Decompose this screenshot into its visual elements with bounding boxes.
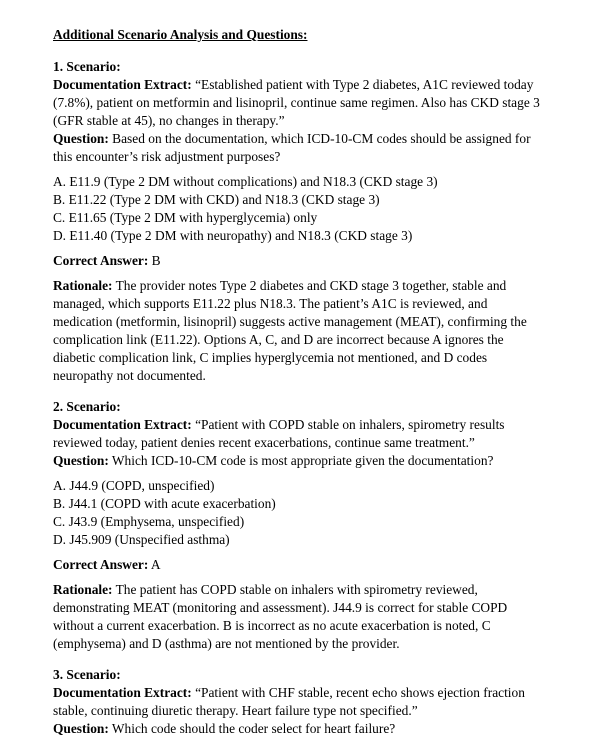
scenario-intro — [53, 398, 549, 470]
question-text: Based on the documentation, which ICD-10-CM codes should be assigned for this encounter’s risk adjustment purposes? — [53, 131, 531, 164]
documentation-extract-text: “Patient with COPD stable on inhalers, spirometry results reviewed today, patient denies recent exacerbations, continue same treatment.” — [53, 417, 505, 450]
rationale-text: The provider notes Type 2 diabetes and CKD stage 3 together, stable and managed, which supports E11.22 plus N18.3. The patient’s A1C is reviewed, and medication (metformin, lisinopril) suggests active management (MEAT), confirming the complication link (E11.22). Options A, C, and D are incorrect because A ignores the diabetic complication link, C implies hyperglycemia not mentioned, and D codes neuropathy not documented. — [53, 278, 527, 383]
documentation-extract-label: Documentation Extract: — [53, 417, 192, 432]
correct-answer-line — [53, 252, 549, 270]
scenario-intro — [53, 58, 549, 166]
options-list — [53, 173, 549, 245]
rationale-paragraph — [53, 277, 549, 385]
scenario-heading: 3. Scenario: — [53, 667, 121, 682]
rationale-label: Rationale: — [53, 278, 113, 293]
scenario-heading: 2. Scenario: — [53, 399, 121, 414]
documentation-extract-line — [53, 416, 549, 452]
option-line-d: D. J45.909 (Unspecified asthma) — [53, 532, 230, 547]
question-label: Question: — [53, 131, 109, 146]
question-text: Which code should the coder select for heart failure? — [111, 721, 396, 735]
documentation-extract-label: Documentation Extract: — [53, 685, 192, 700]
rationale-paragraph — [53, 581, 549, 653]
scenario-intro — [53, 666, 549, 735]
scenario-section-1 — [53, 58, 549, 385]
option-line-a: A. J44.9 (COPD, unspecified) — [53, 478, 215, 493]
correct-answer-label: Correct Answer: — [53, 557, 149, 572]
option-line-c: C. J43.9 (Emphysema, unspecified) — [53, 514, 245, 529]
documentation-extract-line — [53, 76, 549, 130]
documentation-extract-text: “Patient with CHF stable, recent echo shows ejection fraction stable, continuing diuretic therapy. Heart failure type not specified.” — [53, 685, 525, 718]
question-line — [53, 720, 549, 735]
option-line-b: B. E11.22 (Type 2 DM with CKD) and N18.3 (CKD stage 3) — [53, 192, 380, 207]
rationale-label: Rationale: — [53, 582, 113, 597]
documentation-extract-text: “Established patient with Type 2 diabetes, A1C reviewed today (7.8%), patient on metformin and lisinopril, continue same regimen. Also has CKD stage 3 (GFR stable at 45), no changes in therapy.” — [53, 77, 540, 128]
option-line-a: A. E11.9 (Type 2 DM without complications) and N18.3 (CKD stage 3) — [53, 174, 438, 189]
question-line — [53, 452, 549, 470]
scenario-section-2 — [53, 398, 549, 653]
scenario-heading: 1. Scenario: — [53, 59, 121, 74]
documentation-extract-label: Documentation Extract: — [53, 77, 192, 92]
question-label: Question: — [53, 453, 109, 468]
correct-answer-label: Correct Answer: — [53, 253, 149, 268]
correct-answer-value: B — [151, 253, 161, 268]
question-text: Which ICD-10-CM code is most appropriate given the documentation? — [111, 453, 494, 468]
document-title: Additional Scenario Analysis and Questions: — [53, 27, 308, 42]
question-line — [53, 130, 549, 166]
question-label: Question: — [53, 721, 109, 735]
scenario-section-3 — [53, 666, 549, 735]
correct-answer-value: A — [150, 557, 161, 572]
documentation-extract-line — [53, 684, 549, 720]
options-list — [53, 477, 549, 549]
option-line-b: B. J44.1 (COPD with acute exacerbation) — [53, 496, 276, 511]
rationale-text: The patient has COPD stable on inhalers with spirometry reviewed, demonstrating MEAT (monitoring and assessment). J44.9 is correct for stable COPD without a current exacerbation. B is incorrect as no acute exacerbation is noted, C (emphysema) and D (asthma) are not mentioned by the provider. — [53, 582, 508, 651]
option-line-c: C. E11.65 (Type 2 DM with hyperglycemia) only — [53, 210, 318, 225]
option-line-d: D. E11.40 (Type 2 DM with neuropathy) and N18.3 (CKD stage 3) — [53, 228, 413, 243]
correct-answer-line — [53, 556, 549, 574]
